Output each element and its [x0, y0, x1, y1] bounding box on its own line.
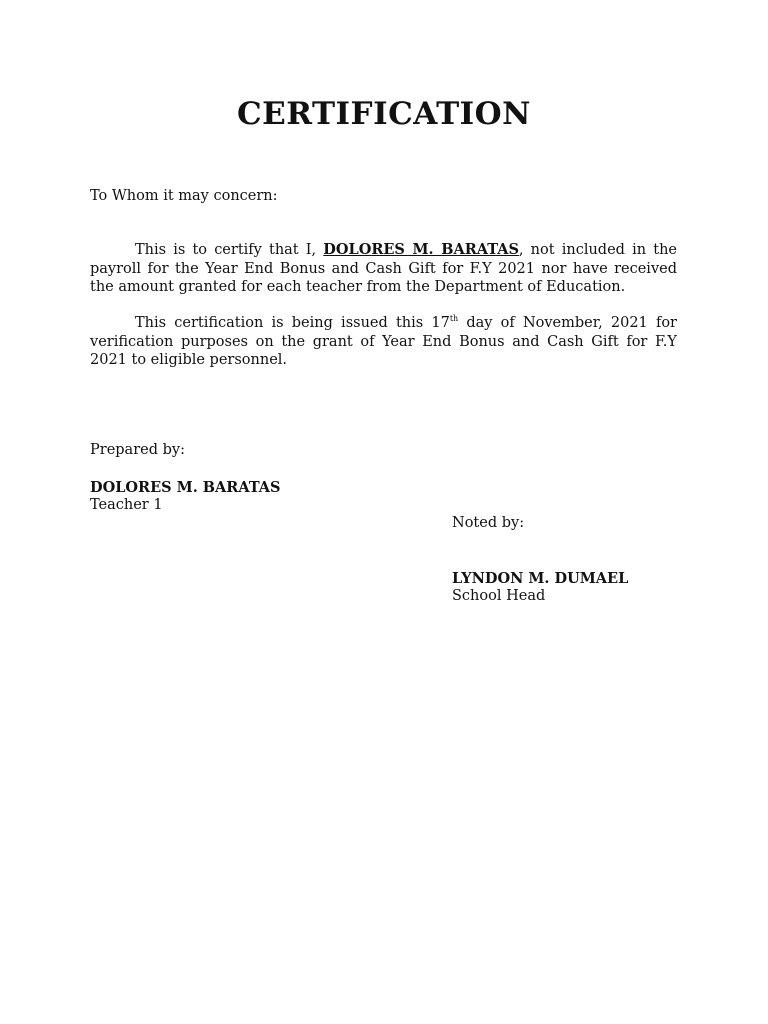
paragraph-1-text-start: This is to certify that I,: [135, 242, 324, 258]
certification-paragraph-2: [90, 314, 677, 370]
preparer-name: DOLORES M. BARATAS: [90, 479, 281, 496]
certification-paragraph-1: [90, 241, 677, 297]
salutation: To Whom it may concern:: [90, 188, 278, 204]
paragraph-2-text-start: This certification is being issued this 17: [135, 315, 450, 331]
paragraph-1-text-end: , not included in the payroll for the Year End Bonus and Cash Gift for F.Y 2021 nor have received the amount granted for each teacher from the Department of Education.: [90, 242, 677, 295]
paragraph-2-text-end: day of November, 2021 for verification purposes on the grant of Year End Bonus and Cash Gift for F.Y 2021 to eligible personnel.: [90, 315, 677, 368]
certified-person-name: DOLORES M. BARATAS: [323, 241, 519, 258]
prepared-by-label: Prepared by:: [90, 442, 185, 458]
noted-by-label: Noted by:: [452, 515, 525, 531]
noter-position: School Head: [452, 588, 546, 604]
noter-name: LYNDON M. DUMAEL: [452, 570, 629, 587]
document-title: CERTIFICATION: [236, 96, 532, 132]
ordinal-suffix: th: [449, 314, 459, 324]
preparer-position: Teacher 1: [90, 497, 163, 513]
